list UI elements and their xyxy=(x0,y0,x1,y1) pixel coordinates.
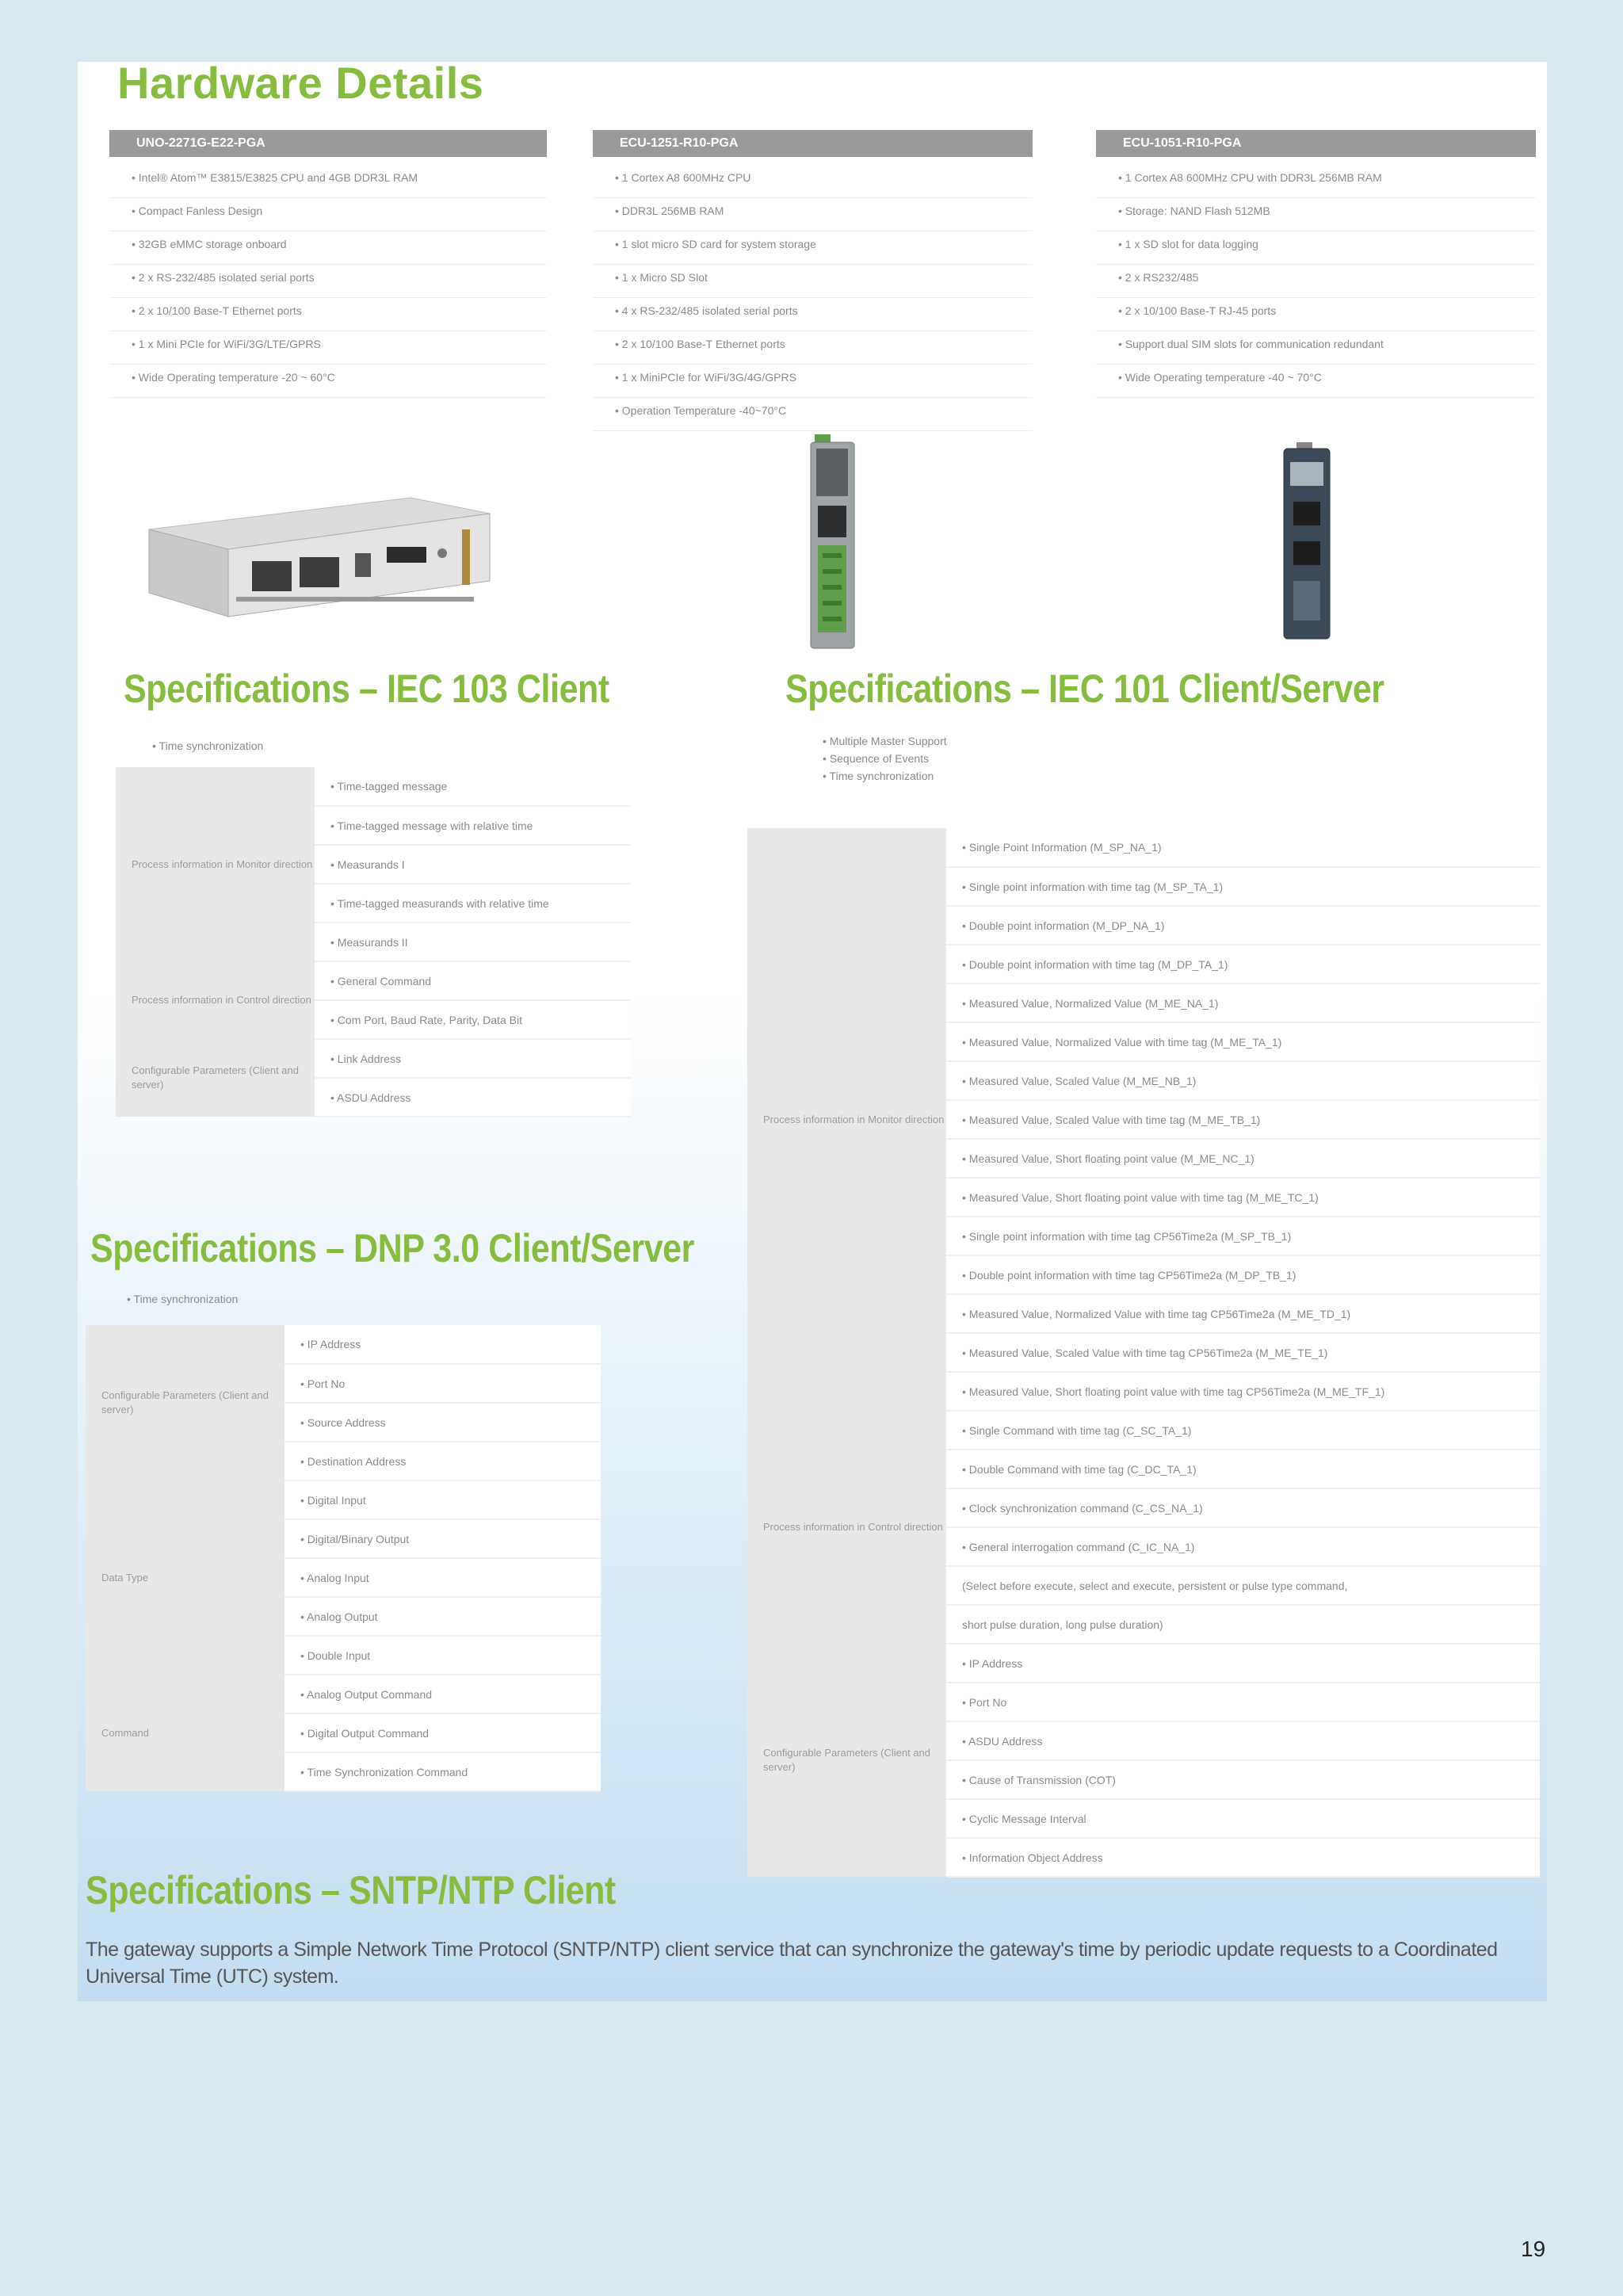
list-item: • 1 x MiniPCIe for WiFi/3G/4G/GPRS xyxy=(593,365,1033,398)
table-row xyxy=(946,1178,1540,1217)
cell-text: • Analog Output Command xyxy=(300,1688,432,1701)
table-row xyxy=(285,1519,601,1558)
cell-text: • Time-tagged message xyxy=(330,780,447,793)
model-header: ECU-1051-R10-PGA xyxy=(1096,130,1536,157)
hardware-title: Hardware Details xyxy=(117,58,484,108)
cell-text: • Time Synchronization Command xyxy=(300,1766,468,1778)
cell-text: • Single point information with time tag CP56Time2a (M_SP_TB_1) xyxy=(962,1230,1291,1243)
table-row xyxy=(946,1760,1540,1799)
cell-text: • Double point information with time tag CP56Time2a (M_DP_TB_1) xyxy=(962,1269,1296,1282)
iec101-table xyxy=(747,828,1540,1878)
hardware-column-3 xyxy=(1096,130,1536,398)
cell-text: • Com Port, Baud Rate, Parity, Data Bit xyxy=(330,1014,522,1026)
list-item: • 1 slot micro SD card for system storage xyxy=(593,231,1033,265)
list-item: • Time synchronization xyxy=(152,737,263,755)
table-row xyxy=(946,1061,1540,1100)
table-row xyxy=(315,1039,631,1078)
list-item: • Compact Fanless Design xyxy=(109,198,547,231)
cell-text: • Source Address xyxy=(300,1416,386,1429)
table-row xyxy=(285,1713,601,1752)
table-category: Process information in Control direction xyxy=(747,1411,946,1644)
cell-text: • Single Point Information (M_SP_NA_1) xyxy=(962,841,1162,854)
table-category: Configurable Parameters (Client and server) xyxy=(86,1325,285,1480)
table-row xyxy=(946,1294,1540,1333)
table-category: Process information in Monitor direction xyxy=(747,828,946,1411)
table-row xyxy=(946,1139,1540,1178)
table-row xyxy=(315,884,631,923)
table-row xyxy=(946,1255,1540,1294)
cell-text: (Select before execute, select and execute, persistent or pulse type command, xyxy=(962,1579,1348,1592)
table-row xyxy=(946,1721,1540,1760)
table-row xyxy=(946,1217,1540,1255)
table-row xyxy=(285,1403,601,1442)
page-number: 19 xyxy=(1521,2237,1546,2261)
table-row xyxy=(285,1597,601,1636)
iec101-title: Specifications – IEC 101 Client/Server xyxy=(785,667,1384,711)
cell-text: • IP Address xyxy=(300,1338,361,1350)
iec101-intro xyxy=(823,732,947,785)
dnp3-table xyxy=(86,1325,601,1792)
model-header: UNO-2271G-E22-PGA xyxy=(109,130,547,157)
table-category: Configurable Parameters (Client and server) xyxy=(116,1039,315,1117)
table-row xyxy=(946,1411,1540,1450)
list-item: • Sequence of Events xyxy=(823,750,947,767)
table-row xyxy=(946,867,1540,906)
cell-text: • Double Input xyxy=(300,1649,370,1662)
cell-text: • Analog Input xyxy=(300,1572,369,1584)
sntp-description: The gateway supports a Simple Network Time Protocol (SNTP/NTP) client service that can synchronize the gateway's time by periodic update requests to a Coordinated Universal Time (UTC) system. xyxy=(86,1939,1498,1988)
feature-list xyxy=(109,165,547,398)
sntp-title: Specifications – SNTP/NTP Client xyxy=(86,1868,616,1912)
table-row xyxy=(946,945,1540,984)
cell-text: • Port No xyxy=(962,1696,1006,1709)
ecu-1251-image xyxy=(799,434,870,656)
list-item: • Wide Operating temperature -20 ~ 60°C xyxy=(109,365,547,398)
table-row xyxy=(946,906,1540,945)
cell-text: • Double Command with time tag (C_DC_TA_1) xyxy=(962,1463,1197,1476)
table-row xyxy=(946,1372,1540,1411)
table-category: Data Type xyxy=(86,1480,285,1675)
table-row xyxy=(946,1527,1540,1566)
table-row xyxy=(946,1450,1540,1488)
cell-text: short pulse duration, long pulse duration) xyxy=(962,1618,1163,1631)
list-item: • Storage: NAND Flash 512MB xyxy=(1096,198,1536,231)
table-row xyxy=(285,1480,601,1519)
list-item: • 1 x Mini PCIe for WiFi/3G/LTE/GPRS xyxy=(109,331,547,365)
list-item: • 1 x Micro SD Slot xyxy=(593,265,1033,298)
table-row xyxy=(946,984,1540,1022)
uno-gateway-image xyxy=(125,442,537,625)
ecu-1051-image xyxy=(1274,442,1346,648)
table-row xyxy=(285,1636,601,1675)
table-row xyxy=(946,828,1540,867)
cell-text: • Clock synchronization command (C_CS_NA_1) xyxy=(962,1502,1203,1515)
model-header: ECU-1251-R10-PGA xyxy=(593,130,1033,157)
table-row xyxy=(946,1799,1540,1838)
table-row xyxy=(315,1078,631,1117)
list-item: • 1 Cortex A8 600MHz CPU xyxy=(593,165,1033,198)
cell-text: • Measured Value, Normalized Value with time tag CP56Time2a (M_ME_TD_1) xyxy=(962,1308,1350,1320)
table-row xyxy=(946,1488,1540,1527)
cell-text: • IP Address xyxy=(962,1657,1022,1670)
list-item: • 2 x 10/100 Base-T Ethernet ports xyxy=(593,331,1033,365)
cell-text: • Measured Value, Short floating point value (M_ME_NC_1) xyxy=(962,1152,1254,1165)
table-row xyxy=(285,1558,601,1597)
list-item: • Support dual SIM slots for communication redundant xyxy=(1096,331,1536,365)
table-row xyxy=(946,1100,1540,1139)
list-item: • Wide Operating temperature -40 ~ 70°C xyxy=(1096,365,1536,398)
cell-text: • Digital Output Command xyxy=(300,1727,429,1740)
cell-text: • Analog Output xyxy=(300,1610,378,1623)
cell-text: • Link Address xyxy=(330,1052,401,1065)
list-item: • 2 x 10/100 Base-T Ethernet ports xyxy=(109,298,547,331)
table-row xyxy=(285,1675,601,1713)
cell-text: • Double point information (M_DP_NA_1) xyxy=(962,919,1164,932)
table-row xyxy=(315,923,631,961)
cell-text: • Measurands I xyxy=(330,858,405,871)
table-row xyxy=(315,806,631,845)
cell-text: • Digital/Binary Output xyxy=(300,1533,409,1545)
cell-text: • ASDU Address xyxy=(962,1735,1042,1748)
list-item: • 2 x 10/100 Base-T RJ-45 ports xyxy=(1096,298,1536,331)
cell-text: • Measurands II xyxy=(330,936,408,949)
hardware-column-1 xyxy=(109,130,547,398)
cell-text: • Single point information with time tag (M_SP_TA_1) xyxy=(962,881,1223,893)
table-row xyxy=(946,1566,1540,1605)
cell-text: • Cyclic Message Interval xyxy=(962,1813,1086,1825)
cell-text: • Double point information with time tag (M_DP_TA_1) xyxy=(962,958,1228,971)
table-row xyxy=(285,1364,601,1403)
dnp3-title: Specifications – DNP 3.0 Client/Server xyxy=(90,1226,694,1270)
list-item: • Time synchronization xyxy=(823,767,947,785)
table-category: Configurable Parameters (Client and server) xyxy=(747,1644,946,1877)
list-item: • 1 x SD slot for data logging xyxy=(1096,231,1536,265)
cell-text: • Digital Input xyxy=(300,1494,366,1507)
cell-text: • Port No xyxy=(300,1377,345,1390)
iec103-intro xyxy=(152,737,263,755)
list-item: • DDR3L 256MB RAM xyxy=(593,198,1033,231)
cell-text: • Measured Value, Scaled Value with time tag (M_ME_TB_1) xyxy=(962,1114,1260,1126)
cell-text: • Time-tagged measurands with relative time xyxy=(330,897,549,910)
table-row xyxy=(946,1333,1540,1372)
table-row xyxy=(946,1605,1540,1644)
hardware-column-2 xyxy=(593,130,1033,431)
cell-text: • Information Object Address xyxy=(962,1851,1103,1864)
cell-text: • Measured Value, Normalized Value (M_ME_NA_1) xyxy=(962,997,1218,1010)
table-row xyxy=(315,845,631,884)
table-category: Process information in Monitor direction xyxy=(116,767,315,961)
table-row xyxy=(946,1022,1540,1061)
cell-text: • Destination Address xyxy=(300,1455,406,1468)
list-item: • Multiple Master Support xyxy=(823,732,947,750)
list-item: • Time synchronization xyxy=(127,1290,238,1308)
cell-text: • ASDU Address xyxy=(330,1091,411,1104)
feature-list xyxy=(593,165,1033,431)
table-row xyxy=(315,1000,631,1039)
cell-text: • Measured Value, Short floating point value with time tag CP56Time2a (M_ME_TF_1) xyxy=(962,1385,1384,1398)
list-item: • Operation Temperature -40~70°C xyxy=(593,398,1033,431)
table-row xyxy=(946,1644,1540,1683)
feature-list xyxy=(1096,165,1536,398)
cell-text: • Measured Value, Normalized Value with time tag (M_ME_TA_1) xyxy=(962,1036,1281,1049)
list-item: • Intel® Atom™ E3815/E3825 CPU and 4GB DDR3L RAM xyxy=(109,165,547,198)
cell-text: • General interrogation command (C_IC_NA_1) xyxy=(962,1541,1195,1553)
list-item: • 2 x RS232/485 xyxy=(1096,265,1536,298)
table-row xyxy=(285,1442,601,1480)
table-row xyxy=(285,1752,601,1791)
table-category: Command xyxy=(86,1675,285,1791)
list-item: • 4 x RS-232/485 isolated serial ports xyxy=(593,298,1033,331)
table-row xyxy=(946,1683,1540,1721)
iec103-table xyxy=(116,767,631,1117)
list-item: • 32GB eMMC storage onboard xyxy=(109,231,547,265)
table-row xyxy=(285,1325,601,1364)
cell-text: • Measured Value, Scaled Value with time tag CP56Time2a (M_ME_TE_1) xyxy=(962,1347,1327,1359)
table-row xyxy=(315,961,631,1000)
cell-text: • Time-tagged message with relative time xyxy=(330,819,533,832)
iec103-title: Specifications – IEC 103 Client xyxy=(124,667,609,711)
cell-text: • Cause of Transmission (COT) xyxy=(962,1774,1116,1786)
cell-text: • Measured Value, Short floating point value with time tag (M_ME_TC_1) xyxy=(962,1191,1319,1204)
cell-text: • Measured Value, Scaled Value (M_ME_NB_1) xyxy=(962,1075,1196,1087)
page-sheet xyxy=(78,58,1547,2001)
list-item: • 2 x RS-232/485 isolated serial ports xyxy=(109,265,547,298)
table-row xyxy=(946,1838,1540,1877)
cell-text: • Single Command with time tag (C_SC_TA_1) xyxy=(962,1424,1191,1437)
table-row xyxy=(315,767,631,806)
table-category: Process information in Control direction xyxy=(116,961,315,1039)
cell-text: • General Command xyxy=(330,975,431,988)
dnp3-intro xyxy=(127,1290,238,1308)
list-item: • 1 Cortex A8 600MHz CPU with DDR3L 256MB RAM xyxy=(1096,165,1536,198)
